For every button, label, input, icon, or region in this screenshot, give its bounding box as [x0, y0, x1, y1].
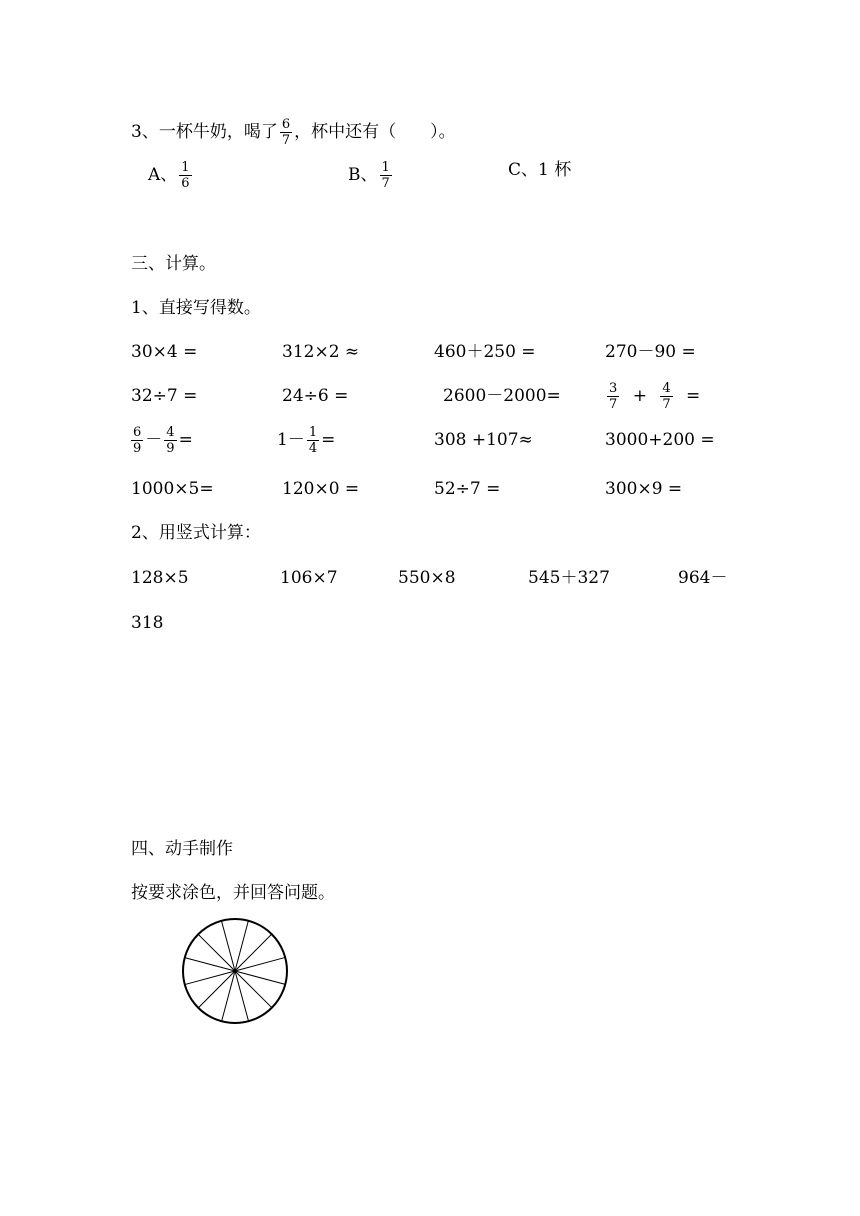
calc-item: 1000×5=: [131, 479, 214, 499]
calc-item: 270－90 =: [605, 342, 696, 362]
calc-item: 120×0 =: [282, 479, 360, 499]
calc-item: 32÷7 =: [131, 386, 198, 406]
fraction: $\frac{6}{9}$: [133, 425, 142, 456]
fraction: $\frac{4}{9}$: [166, 425, 175, 456]
vertical-calc-item: 550×8: [398, 568, 456, 588]
vertical-calc-item: 964－: [678, 568, 728, 588]
q3-option-c: C、1 杯: [508, 160, 572, 180]
vertical-calc-item: 318: [131, 613, 164, 633]
fraction: $\frac{1}{4}$: [308, 425, 318, 456]
fraction: $\frac{1}{7}$: [381, 160, 390, 191]
vertical-calc-item: 545＋327: [528, 568, 610, 588]
calc-item: 2600－2000=: [443, 386, 561, 406]
fraction: $\frac{3}{7}$: [609, 381, 618, 412]
section3-title: 三、计算。: [131, 254, 216, 274]
calc-item: 312×2 ≈: [282, 342, 360, 362]
vertical-calc-item: 106×7: [280, 568, 338, 588]
fraction: $\frac{4}{7}$: [662, 381, 671, 412]
calc-item: 24÷6 =: [282, 386, 349, 406]
fraction: $\frac{1}{6}$: [181, 160, 190, 191]
q3-option-a: A、 $\frac{1}{6}$: [148, 160, 190, 191]
section3-sub1: 1、直接写得数。: [131, 298, 261, 318]
divided-circle: [178, 917, 292, 1031]
vertical-calc-item: 128×5: [131, 568, 189, 588]
fraction: $\frac{6}{7}$: [281, 117, 291, 148]
section3-sub2: 2、用竖式计算：: [131, 523, 261, 543]
calc-item: 3000+200 =: [605, 430, 715, 450]
q3-stem: 3、一杯牛奶，喝了 $\frac{6}{7}$ ，杯中还有（ ）。: [131, 117, 456, 148]
q3-option-b: B、 $\frac{1}{7}$: [348, 160, 390, 191]
calc-item: 1－ $\frac{1}{4}$ =: [277, 425, 336, 456]
section4-title: 四、动手制作: [131, 839, 233, 859]
calc-item: 52÷7 =: [434, 479, 501, 499]
calc-item: $\frac{6}{9}$ － $\frac{4}{9}$ =: [133, 425, 193, 456]
calc-item: $\frac{3}{7}$ + $\frac{4}{7}$ =: [609, 381, 701, 412]
calc-item: 460＋250 =: [434, 342, 536, 362]
calc-item: 30×4 =: [131, 342, 198, 362]
calc-item: 300×9 =: [605, 479, 683, 499]
section4-instruction: 按要求涂色，并回答问题。: [131, 883, 335, 903]
calc-item: 308 +107≈: [434, 430, 533, 450]
